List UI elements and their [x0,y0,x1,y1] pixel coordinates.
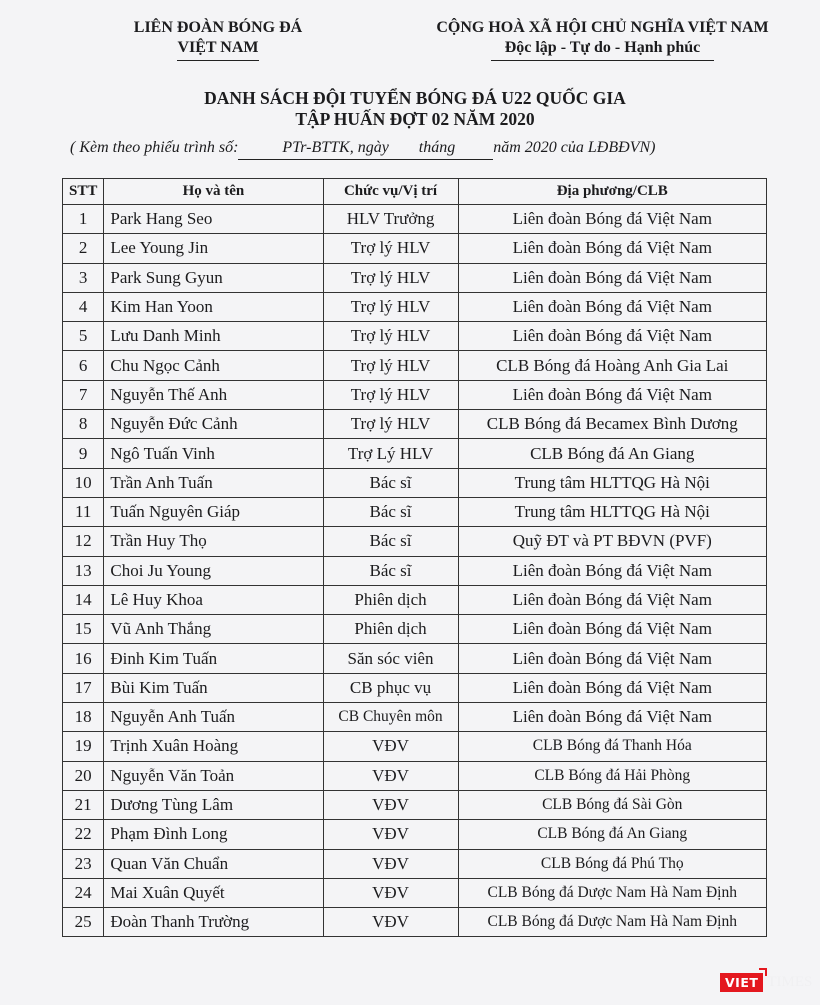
cell-stt: 21 [63,790,104,819]
header-club: Địa phương/CLB [458,179,766,205]
cell-stt: 16 [63,644,104,673]
cell-name: Lee Young Jin [104,234,323,263]
organization-header [118,18,318,61]
cell-club: CLB Bóng đá Becamex Bình Dương [458,410,766,439]
cell-stt: 8 [63,410,104,439]
table-row [63,673,767,702]
header-stt: STT [63,179,104,205]
table-header-row [63,179,767,205]
cell-club: Liên đoàn Bóng đá Việt Nam [458,322,766,351]
cell-name: Đinh Kim Tuấn [104,644,323,673]
cell-club: Trung tâm HLTTQG Hà Nội [458,468,766,497]
reference-part4: năm 2020 của LĐBĐVN) [493,139,656,156]
org-name-line1: LIÊN ĐOÀN BÓNG ĐÁ [133,19,303,36]
cell-club: Quỹ ĐT và PT BĐVN (PVF) [458,527,766,556]
table-row [63,439,767,468]
cell-name: Dương Tùng Lâm [104,790,323,819]
table-row [63,234,767,263]
table-row [63,644,767,673]
header-name: Họ và tên [104,179,323,205]
document-title [60,88,770,130]
cell-role: Trợ lý HLV [323,322,458,351]
cell-name: Nguyễn Thế Anh [104,380,323,409]
table-row [63,908,767,937]
cell-role: Trợ lý HLV [323,292,458,321]
cell-role: VĐV [323,908,458,937]
cell-name: Nguyễn Đức Cảnh [104,410,323,439]
cell-stt: 5 [63,322,104,351]
nation-name: CỘNG HOÀ XÃ HỘI CHỦ NGHĨA VIỆT NAM [436,19,769,36]
table-row [63,263,767,292]
cell-name: Phạm Đình Long [104,820,323,849]
reference-part2: PTr-BTTK, ngày [282,139,389,156]
org-name-line2: VIỆT NAM [177,38,258,61]
cell-role: Trợ lý HLV [323,351,458,380]
cell-stt: 10 [63,468,104,497]
table-row [63,820,767,849]
cell-club: Liên đoàn Bóng đá Việt Nam [458,234,766,263]
cell-role: CB Chuyên môn [323,703,458,732]
table-row [63,732,767,761]
cell-stt: 22 [63,820,104,849]
cell-name: Ngô Tuấn Vinh [104,439,323,468]
cell-role: Phiên dịch [323,615,458,644]
roster-table [62,178,767,937]
cell-stt: 12 [63,527,104,556]
cell-club: Liên đoàn Bóng đá Việt Nam [458,205,766,234]
cell-role: Trợ lý HLV [323,234,458,263]
cell-club: Trung tâm HLTTQG Hà Nội [458,497,766,526]
table-row [63,585,767,614]
reference-part1: ( Kèm theo phiếu trình số: [70,139,239,156]
cell-stt: 17 [63,673,104,702]
watermark-times: TIMES [767,973,813,990]
table-row [63,468,767,497]
header-role: Chức vụ/Vị trí [323,179,458,205]
cell-club: Liên đoàn Bóng đá Việt Nam [458,380,766,409]
cell-role: Bác sĩ [323,468,458,497]
cell-stt: 15 [63,615,104,644]
cell-role: VĐV [323,849,458,878]
cell-name: Nguyễn Anh Tuấn [104,703,323,732]
table-row [63,878,767,907]
table-row [63,556,767,585]
cell-club: CLB Bóng đá Thanh Hóa [458,732,766,761]
cell-name: Bùi Kim Tuấn [104,673,323,702]
cell-club: Liên đoàn Bóng đá Việt Nam [458,644,766,673]
cell-stt: 9 [63,439,104,468]
cell-stt: 20 [63,761,104,790]
cell-role: Trợ Lý HLV [323,439,458,468]
table-row [63,410,767,439]
cell-name: Quan Văn Chuẩn [104,849,323,878]
table-row [63,527,767,556]
cell-name: Đoàn Thanh Trường [104,908,323,937]
table-row [63,790,767,819]
cell-role: VĐV [323,878,458,907]
reference-part3: tháng [418,139,456,156]
table-row [63,703,767,732]
cell-name: Trần Huy Thọ [104,527,323,556]
table-row [63,292,767,321]
cell-stt: 24 [63,878,104,907]
title-line1: DANH SÁCH ĐỘI TUYỂN BÓNG ĐÁ U22 QUỐC GIA [204,88,626,108]
cell-club: Liên đoàn Bóng đá Việt Nam [458,615,766,644]
title-line2: TẬP HUẤN ĐỢT 02 NĂM 2020 [295,109,535,129]
table-row [63,322,767,351]
cell-club: Liên đoàn Bóng đá Việt Nam [458,585,766,614]
cell-stt: 3 [63,263,104,292]
cell-club: CLB Bóng đá Phú Thọ [458,849,766,878]
cell-stt: 4 [63,292,104,321]
cell-club: CLB Bóng đá Dược Nam Hà Nam Định [458,908,766,937]
cell-role: CB phục vụ [323,673,458,702]
reference-underlined [238,139,493,160]
national-header [395,18,810,61]
cell-name: Choi Ju Young [104,556,323,585]
cell-role: VĐV [323,790,458,819]
cell-role: VĐV [323,761,458,790]
cell-role: Săn sóc viên [323,644,458,673]
cell-name: Park Sung Gyun [104,263,323,292]
cell-club: Liên đoàn Bóng đá Việt Nam [458,263,766,292]
cell-name: Chu Ngọc Cảnh [104,351,323,380]
cell-club: Liên đoàn Bóng đá Việt Nam [458,673,766,702]
cell-club: CLB Bóng đá An Giang [458,820,766,849]
cell-name: Lưu Danh Minh [104,322,323,351]
cell-role: HLV Trưởng [323,205,458,234]
table-row [63,205,767,234]
cell-role: Bác sĩ [323,556,458,585]
watermark-viet: VIET [720,973,763,992]
cell-club: Liên đoàn Bóng đá Việt Nam [458,703,766,732]
cell-stt: 6 [63,351,104,380]
cell-stt: 2 [63,234,104,263]
cell-stt: 18 [63,703,104,732]
cell-stt: 13 [63,556,104,585]
cell-stt: 11 [63,497,104,526]
cell-name: Kim Han Yoon [104,292,323,321]
cell-club: CLB Bóng đá Hải Phòng [458,761,766,790]
cell-stt: 19 [63,732,104,761]
cell-role: Bác sĩ [323,527,458,556]
cell-role: Trợ lý HLV [323,410,458,439]
national-motto: Độc lập - Tự do - Hạnh phúc [491,38,715,61]
cell-role: Trợ lý HLV [323,380,458,409]
cell-role: Bác sĩ [323,497,458,526]
cell-name: Mai Xuân Quyết [104,878,323,907]
cell-name: Trịnh Xuân Hoàng [104,732,323,761]
cell-club: Liên đoàn Bóng đá Việt Nam [458,556,766,585]
table-row [63,761,767,790]
table-row [63,615,767,644]
table-row [63,497,767,526]
cell-club: CLB Bóng đá An Giang [458,439,766,468]
cell-role: Trợ lý HLV [323,263,458,292]
cell-role: VĐV [323,732,458,761]
cell-stt: 14 [63,585,104,614]
cell-stt: 7 [63,380,104,409]
table-row [63,849,767,878]
cell-stt: 1 [63,205,104,234]
cell-role: Phiên dịch [323,585,458,614]
cell-stt: 23 [63,849,104,878]
cell-club: CLB Bóng đá Dược Nam Hà Nam Định [458,878,766,907]
cell-club: CLB Bóng đá Hoàng Anh Gia Lai [458,351,766,380]
table-row [63,351,767,380]
cell-name: Lê Huy Khoa [104,585,323,614]
cell-name: Tuấn Nguyên Giáp [104,497,323,526]
cell-name: Trần Anh Tuấn [104,468,323,497]
cell-stt: 25 [63,908,104,937]
cell-name: Park Hang Seo [104,205,323,234]
cell-club: Liên đoàn Bóng đá Việt Nam [458,292,766,321]
document-reference [70,139,770,157]
cell-name: Nguyễn Văn Toản [104,761,323,790]
cell-role: VĐV [323,820,458,849]
cell-name: Vũ Anh Thắng [104,615,323,644]
table-row [63,380,767,409]
viettimes-watermark [720,972,812,992]
cell-club: CLB Bóng đá Sài Gòn [458,790,766,819]
